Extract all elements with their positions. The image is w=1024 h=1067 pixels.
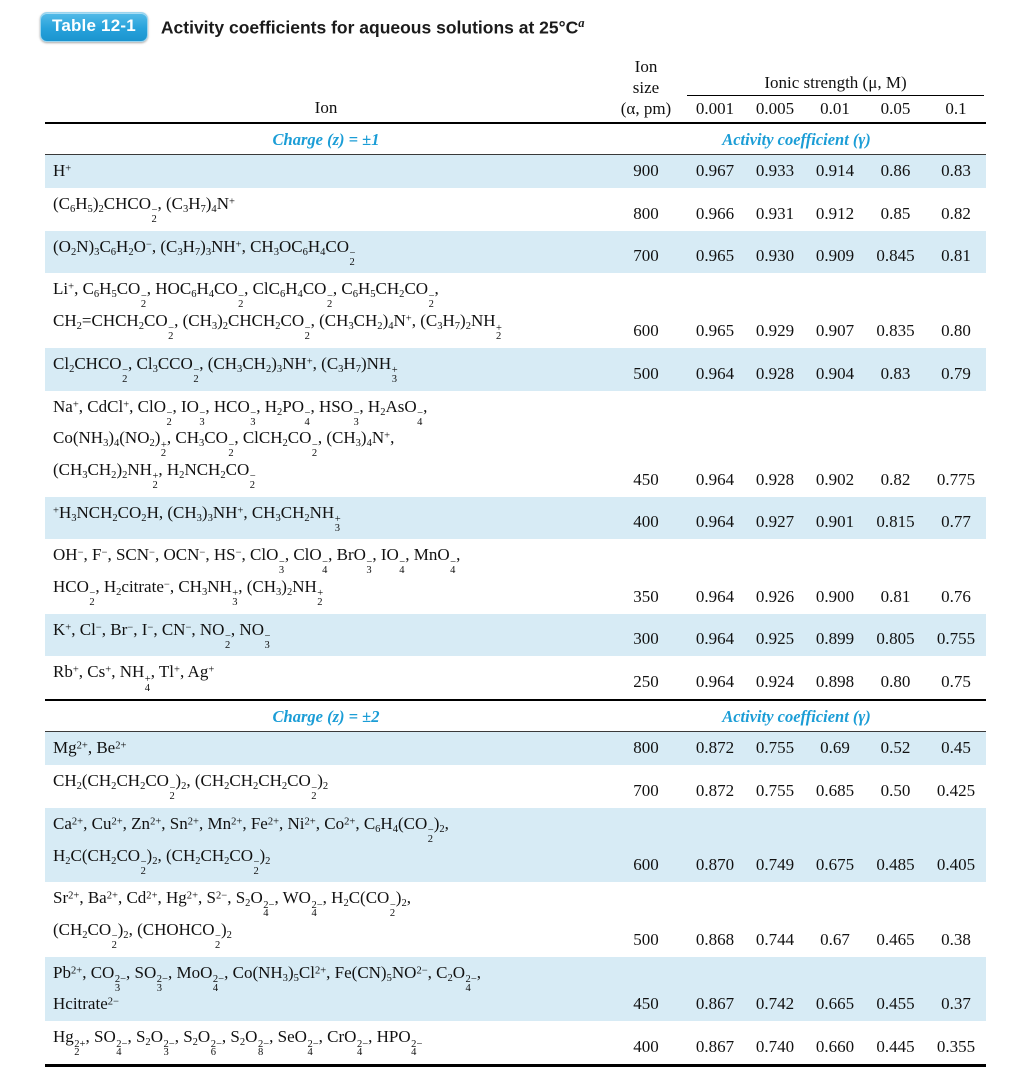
gamma-cell: 0.900	[815, 586, 855, 606]
ion-cell: $(C_6H_5)_2CHCO$ − 2 , $(C_3H_7)_4N^+$	[53, 194, 235, 226]
gamma-cell: 0.930	[755, 246, 795, 266]
gamma-cell: 0.445	[876, 1037, 915, 1057]
gamma-cell: 0.744	[755, 929, 795, 949]
ion-cell: $(O_2N)_3C_6H_2O^-$, $(C_3H_7)_3NH^+$, $CH_3OC_6H_4CO$ − 2	[53, 236, 356, 268]
gamma-cell: 0.964	[695, 629, 735, 649]
gamma-cell: 0.927	[755, 512, 795, 532]
ion-cell: Na+, CdCl+, ClO − 2 , IO − 3 , HCO − 3 , $H_2PO$ − 4 , HSO − 3 , $H_2AsO$ − 4 , $Co(NH_3)_4(NO_2)$ + 2 , $CH_3CO$ − 2 , ClCH$_2$CO − 2 , $(CH_3)_4N^+$, $(CH_3CH_2)_2NH$ + 2 , $H_2NCH_2CO$ − 2	[53, 396, 428, 491]
table-row	[45, 497, 986, 540]
gamma-cell: 0.749	[755, 855, 795, 875]
gamma-cell: 0.37	[941, 994, 971, 1014]
gamma-cell: 0.964	[695, 672, 735, 692]
gamma-cell: 0.675	[815, 855, 855, 875]
gamma-cell: 0.868	[695, 929, 735, 949]
ion-size-cell: 800	[633, 203, 659, 223]
column-header-strength-2: 0.005	[755, 99, 795, 118]
table-row	[45, 882, 986, 956]
gamma-cell: 0.899	[815, 629, 855, 649]
ion-size-cell: 400	[633, 1037, 659, 1057]
gamma-cell: 0.405	[936, 855, 976, 875]
table-row	[45, 1021, 986, 1064]
gamma-cell: 0.665	[815, 994, 855, 1014]
ion-size-cell: 500	[633, 929, 659, 949]
ion-cell: $Ca^{2+}$, $Cu^{2+}$, $Zn^{2+}$, $Sn^{2+}$, $Mn^{2+}$, $Fe^{2+}$, $Ni^{2+}$, $Co^{2+}$, $C_6H_4(CO$ − 2 )$_2$, $H_2C(CH_2CO$ − 2 )$_2$, ($CH_2CH_2CO$ − 2 )$_2$	[53, 813, 449, 877]
gamma-cell: 0.38	[941, 929, 971, 949]
table-body	[45, 124, 986, 1064]
gamma-cell: 0.69	[820, 738, 850, 758]
gamma-cell: 0.967	[695, 161, 735, 180]
gamma-cell: 0.904	[815, 363, 855, 383]
gamma-cell: 0.79	[941, 363, 971, 383]
ion-size-cell: 900	[633, 161, 659, 180]
ion-cell: Rb+, Cs+, NH + 4 , Tl+, Ag+	[53, 662, 215, 694]
ion-size-line2: size	[632, 78, 660, 97]
gamma-cell: 0.83	[880, 363, 911, 383]
gamma-cell: 0.660	[815, 1037, 855, 1057]
table-title-bar	[40, 12, 1024, 42]
gamma-cell: 0.924	[755, 672, 795, 692]
ionic-strength-label: Ionic strength (μ, M)	[764, 73, 907, 92]
gamma-cell: 0.805	[876, 629, 915, 649]
column-header-strength-5: 0.1	[945, 99, 967, 118]
gamma-cell: 0.67	[820, 929, 850, 949]
column-header-ion: Ion	[314, 98, 338, 117]
ion-cell: $Mg^{2+}$, $Be^{2+}$	[53, 738, 127, 758]
ion-size-cell: 350	[633, 586, 659, 606]
table-row	[45, 808, 986, 882]
ion-cell: $Pb^{2+}$, CO 2− 3 , SO 2− 3 , MoO 2− 4 , $Co(NH_3)_5Cl^{2+}$, $Fe(CN)_5NO^{2-}$, $C_2O$ 2− 4 , Hcitrate$^{2-}$	[53, 962, 482, 1014]
ion-size-cell: 800	[633, 738, 659, 758]
gamma-cell: 0.907	[815, 320, 855, 340]
ion-size-line3: (α, pm)	[620, 99, 672, 118]
gamma-cell: 0.76	[941, 586, 971, 606]
table-number-badge: Table 12-1	[40, 12, 148, 42]
gamma-cell: 0.964	[695, 512, 735, 532]
gamma-cell: 0.52	[880, 738, 911, 758]
gamma-cell: 0.81	[941, 246, 971, 266]
ion-cell: $Cl_2CHCO$ − 2 , $Cl_3CCO$ − 2 , $(CH_3CH_2)_3NH^+$, $(C_3H_7)NH$ + 3	[53, 353, 398, 385]
table-title-text: Activity coefficients for aqueous solutions at 25°C	[160, 17, 579, 38]
charge-label: Charge (z) = ±1	[272, 130, 380, 149]
gamma-cell: 0.931	[755, 203, 795, 223]
coef-label: Activity coefficient (γ)	[722, 707, 871, 727]
column-group-ionic-strength	[685, 73, 986, 122]
coef-label: Activity coefficient (γ)	[722, 130, 871, 149]
ion-size-cell: 300	[633, 629, 659, 649]
gamma-cell: 0.928	[755, 469, 795, 489]
ion-size-cell: 500	[633, 363, 659, 383]
gamma-cell: 0.80	[880, 672, 911, 692]
table-row	[45, 732, 986, 765]
gamma-cell: 0.81	[880, 586, 911, 606]
column-header-ion-size	[607, 56, 685, 122]
gamma-cell: 0.912	[815, 203, 855, 223]
gamma-cell: 0.82	[880, 469, 911, 489]
gamma-cell: 0.964	[695, 586, 735, 606]
gamma-cell: 0.75	[941, 672, 971, 692]
ion-size-cell: 250	[633, 672, 659, 692]
gamma-cell: 0.815	[876, 512, 915, 532]
gamma-cell: 0.742	[755, 994, 795, 1014]
gamma-cell: 0.872	[695, 780, 735, 800]
gamma-cell: 0.82	[941, 203, 971, 223]
gamma-cell: 0.901	[815, 512, 855, 532]
table-row	[45, 957, 986, 1022]
gamma-cell: 0.755	[755, 780, 795, 800]
gamma-cell: 0.86	[880, 161, 911, 180]
gamma-cell: 0.775	[936, 469, 976, 489]
ionic-strength-values	[685, 96, 986, 122]
gamma-cell: 0.455	[876, 994, 915, 1014]
gamma-cell: 0.898	[815, 672, 855, 692]
ion-size-cell: 400	[633, 512, 659, 532]
gamma-cell: 0.964	[695, 363, 735, 383]
column-header-strength-4: 0.05	[880, 99, 911, 118]
ion-size-cell: 450	[633, 469, 659, 489]
gamma-cell: 0.872	[695, 738, 735, 758]
table-row	[45, 656, 986, 699]
section-header-row	[45, 699, 986, 732]
gamma-cell: 0.914	[815, 161, 855, 180]
gamma-cell: 0.80	[941, 320, 971, 340]
gamma-cell: 0.928	[755, 363, 795, 383]
ion-cell: K+, Cl−, Br−, I−, CN−, NO − 2 , NO − 3	[53, 619, 271, 651]
ion-cell: OH−, F−, SCN−, OCN−, HS−, ClO − 3 , ClO − 4 , BrO − 3 , IO − 4 , MnO − 4 , HCO − 2 , $H_2citrate^-$, $CH_3NH$ + 3 , $(CH_3)_2NH$ + 2	[53, 545, 461, 609]
ion-size-cell: 700	[633, 246, 659, 266]
gamma-cell: 0.83	[941, 161, 971, 180]
ion-cell: Li+, $C_6H_5CO$ − 2 , $HOC_6H_4CO$ − 2 , $ClC_6H_4CO$ − 2 , $C_6H_5CH_2CO$ − 2 , $CH_2=CHCH_2CO$ − 2 , $(CH_3)_2CHCH_2CO$ − 2 , $(CH_3CH_2)_4N^+$, $(C_3H_7)_2NH$ + 2	[53, 279, 502, 343]
ion-size-cell: 600	[633, 855, 659, 875]
ion-size-line1: Ion	[634, 57, 658, 76]
gamma-cell: 0.965	[695, 246, 735, 266]
table-row	[45, 614, 986, 657]
gamma-cell: 0.50	[880, 780, 911, 800]
gamma-cell: 0.929	[755, 320, 795, 340]
ion-size-cell: 700	[633, 780, 659, 800]
ion-cell: H+	[53, 161, 72, 180]
ion-cell: $^+H_3NCH_2CO_2H$, $(CH_3)_3NH^+$, $CH_3CH_2NH$ + 3	[53, 502, 341, 534]
gamma-cell: 0.964	[695, 469, 735, 489]
gamma-cell: 0.965	[695, 320, 735, 340]
table-row	[45, 188, 986, 231]
column-header-strength-3: 0.01	[820, 99, 850, 118]
gamma-cell: 0.45	[941, 738, 971, 758]
ion-cell: $CH_2(CH_2CH_2CO$ − 2 )$_2$, ($CH_2CH_2CH_2CO$ − 2 )$_2$	[53, 771, 329, 803]
gamma-cell: 0.485	[876, 855, 915, 875]
gamma-cell: 0.870	[695, 855, 735, 875]
footnote-marker: a	[578, 15, 585, 30]
charge-label: Charge (z) = ±2	[272, 707, 380, 727]
gamma-cell: 0.425	[936, 780, 976, 800]
gamma-cell: 0.867	[695, 994, 735, 1014]
table-row	[45, 231, 986, 274]
table-row	[45, 273, 986, 347]
table-row	[45, 539, 986, 613]
gamma-cell: 0.909	[815, 246, 855, 266]
gamma-cell: 0.835	[876, 320, 915, 340]
gamma-cell: 0.355	[936, 1037, 976, 1057]
table-row	[45, 765, 986, 808]
table-header	[45, 56, 986, 124]
gamma-cell: 0.933	[755, 161, 795, 180]
table-row	[45, 348, 986, 391]
gamma-cell: 0.685	[815, 780, 855, 800]
gamma-cell: 0.926	[755, 586, 795, 606]
ion-cell: Hg 2+ 2 , SO 2− 4 , $S_2O$ 2− 3 , $S_2O$ 2− 6 , $S_2O$ 2− 8 , SeO 2− 4 , CrO 2− 4 , HPO 2− 4	[53, 1027, 423, 1059]
gamma-cell: 0.77	[941, 512, 971, 532]
ion-cell: $Sr^{2+}$, $Ba^{2+}$, $Cd^{2+}$, $Hg^{2+}$, $S^{2-}$, $S_2O$ 2− 4 , WO 2− 4 , $H_2C(CO$ − 2 )$_2$, ($CH_2CO$ − 2 )$_2$, (CHOHCO − 2 )$_2$	[53, 888, 411, 952]
table-row	[45, 155, 986, 188]
section-header-row	[45, 124, 986, 155]
gamma-cell: 0.755	[755, 738, 795, 758]
gamma-cell: 0.966	[695, 203, 735, 223]
ion-size-cell: 450	[633, 994, 659, 1014]
gamma-cell: 0.755	[936, 629, 976, 649]
table-row	[45, 391, 986, 497]
gamma-cell: 0.465	[876, 929, 915, 949]
ion-size-cell: 600	[633, 320, 659, 340]
table-title	[161, 16, 585, 38]
column-header-strength-1: 0.001	[695, 99, 735, 118]
gamma-cell: 0.925	[755, 629, 795, 649]
gamma-cell: 0.740	[755, 1037, 795, 1057]
activity-coefficients-table	[45, 56, 986, 1067]
gamma-cell: 0.845	[876, 246, 915, 266]
gamma-cell: 0.85	[880, 203, 911, 223]
gamma-cell: 0.867	[695, 1037, 735, 1057]
gamma-cell: 0.902	[815, 469, 855, 489]
